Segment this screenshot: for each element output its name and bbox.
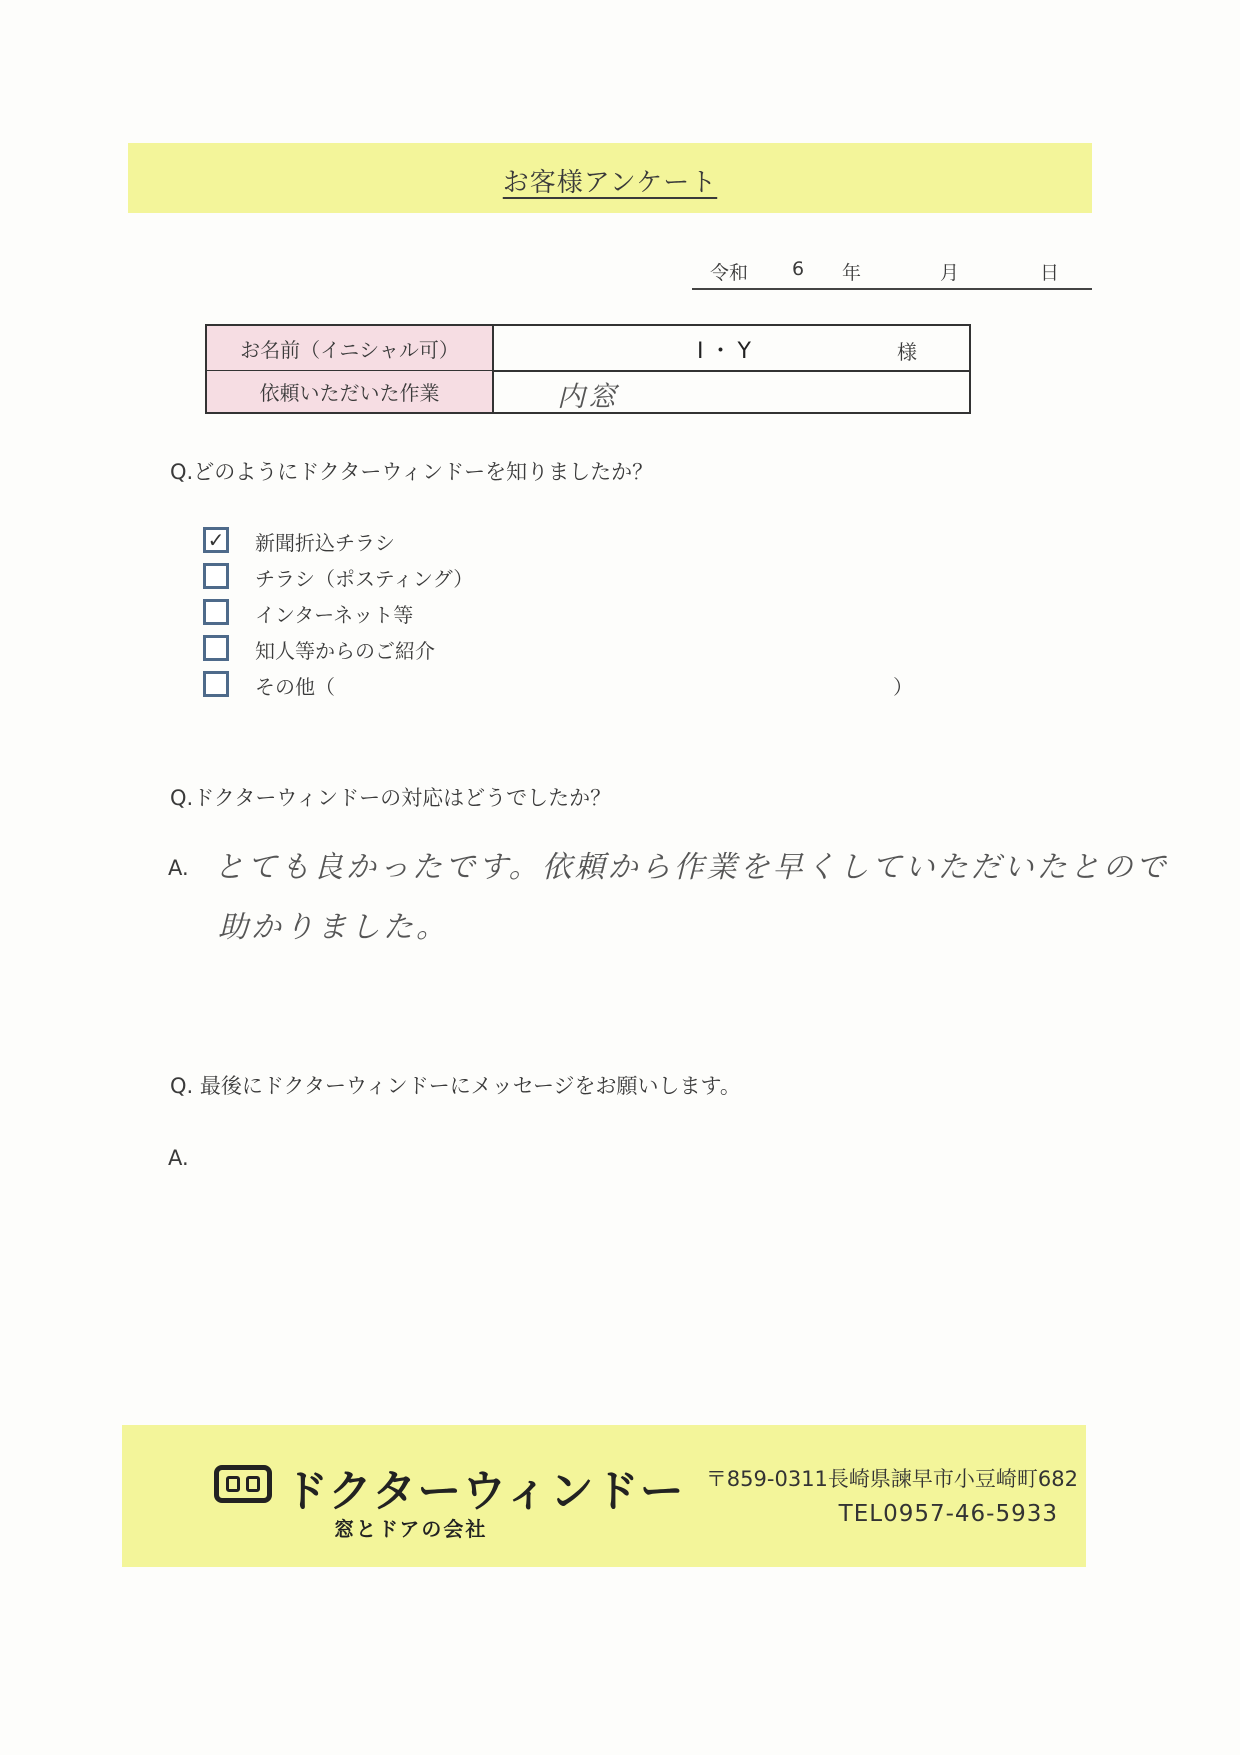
checkbox-posting-flyer[interactable] <box>203 563 229 589</box>
option-label: インターネット等 <box>255 603 414 627</box>
name-label: お名前（イニシャル可） <box>207 326 494 370</box>
name-value: I・Y <box>697 339 757 364</box>
option-label: その他（ <box>255 675 335 699</box>
name-suffix: 様 <box>897 340 917 364</box>
checkbox-newspaper-flyer[interactable]: ✓ <box>203 527 229 553</box>
q3-answer-mark: A. <box>168 1146 189 1170</box>
q3-question: Q. 最後にドクターウィンドーにメッセージをお願いします。 <box>170 1074 741 1098</box>
date-year: 6 <box>792 258 805 280</box>
option-posting-flyer[interactable] <box>203 559 923 591</box>
other-close-paren: ） <box>893 675 913 699</box>
checkbox-internet[interactable] <box>203 599 229 625</box>
work-label: 依頼いただいた作業 <box>207 371 494 412</box>
q2-answer-mark: A. <box>168 856 189 880</box>
page-title: お客様アンケート <box>502 168 718 198</box>
work-row <box>207 371 969 412</box>
customer-info-table <box>205 324 971 414</box>
title-band <box>128 143 1092 213</box>
q2-answer-line1: とても良かったです。依頼から作業を早くしていただいたとので <box>214 850 1169 885</box>
option-internet[interactable] <box>203 595 923 627</box>
company-tagline: 窓とドアの会社 <box>334 1517 488 1541</box>
date-month-label: 月 <box>940 262 960 284</box>
date-era: 令和 <box>710 262 749 284</box>
name-row <box>207 326 969 372</box>
window-logo-icon <box>214 1465 272 1503</box>
footer-band <box>122 1425 1086 1567</box>
option-label: 知人等からのご紹介 <box>255 639 435 663</box>
option-label: チラシ（ポスティング） <box>255 567 474 591</box>
date-year-label: 年 <box>842 262 862 284</box>
option-other[interactable] <box>203 667 923 699</box>
company-logo-text: ドクターウィンドー <box>284 1466 685 1517</box>
work-value: 内窓 <box>557 380 620 413</box>
option-newspaper-flyer[interactable] <box>203 523 923 555</box>
q1-question: Q.どのようにドクターウィンドーを知りましたか？ <box>170 460 654 484</box>
q2-answer-line2: 助かりました。 <box>218 910 449 945</box>
checkbox-other[interactable] <box>203 671 229 697</box>
company-address: 〒859-0311長崎県諫早市小豆崎町682 <box>705 1467 1078 1491</box>
date-row <box>692 256 1092 290</box>
option-label: 新聞折込チラシ <box>255 531 395 555</box>
option-referral[interactable] <box>203 631 923 663</box>
date-day-label: 日 <box>1040 262 1060 284</box>
company-tel: TEL0957-46-5933 <box>838 1501 1058 1527</box>
checkbox-referral[interactable] <box>203 635 229 661</box>
q2-question: Q.ドクターウィンドーの対応はどうでしたか？ <box>170 786 612 810</box>
